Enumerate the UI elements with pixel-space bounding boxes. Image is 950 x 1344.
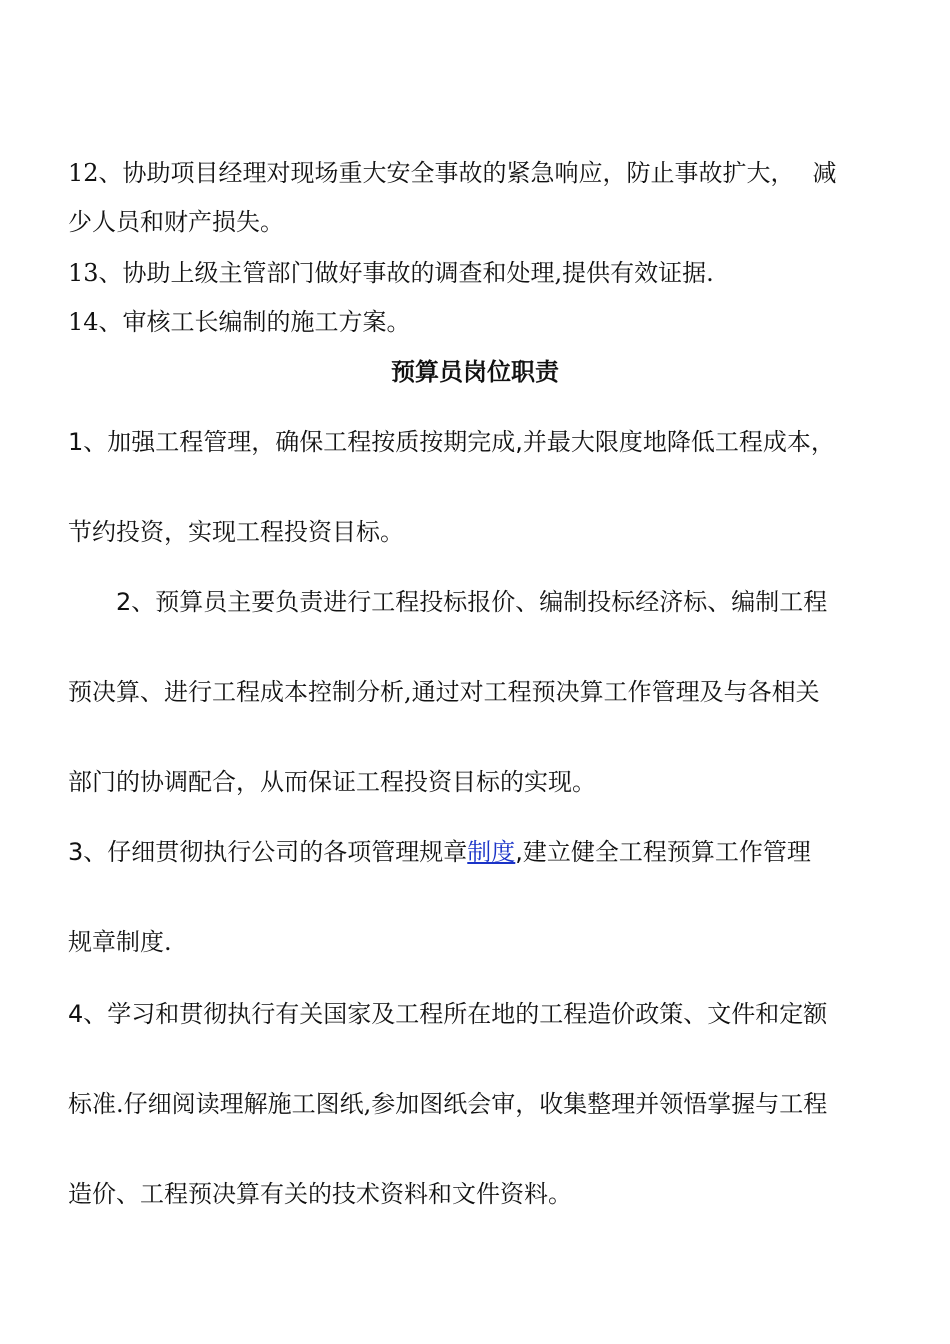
paragraph-4-line-1: 4、学习和贯彻执行有关国家及工程所在地的工程造价政策、文件和定额 — [68, 1000, 828, 1028]
paragraph-2-line-1: 2、预算员主要负责进行工程投标报价、编制投标经济标、编制工程 — [116, 588, 828, 616]
item-12-text: 12、协助项目经理对现场重大安全事故的紧急响应，防止事故扩大， — [68, 159, 795, 187]
paragraph-3-text: 3、仔细贯彻执行公司的各项管理规章 — [68, 838, 468, 866]
paragraph-4-line-2: 标准.仔细阅读理解施工图纸,参加图纸会审，收集整理并领悟掌握与工程 — [68, 1090, 828, 1118]
paragraph-4-line-3: 造价、工程预决算有关的技术资料和文件资料。 — [68, 1180, 572, 1208]
paragraph-2-line-2: 预决算、进行工程成本控制分析,通过对工程预决算工作管理及与各相关 — [68, 678, 820, 706]
item-12-line-1 — [68, 158, 837, 188]
paragraph-3-line-1 — [68, 837, 811, 867]
item-12-line-2: 少人员和财产损失。 — [68, 208, 284, 236]
item-12-text-end: 减 — [812, 159, 837, 187]
item-14: 14、审核工长编制的施工方案。 — [68, 308, 411, 336]
item-13: 13、协助上级主管部门做好事故的调查和处理,提供有效证据. — [68, 259, 714, 287]
institution-link[interactable]: 制度 — [467, 838, 516, 866]
paragraph-2-line-3: 部门的协调配合，从而保证工程投资目标的实现。 — [68, 768, 596, 796]
paragraph-3-text-after: ,建立健全工程预算工作管理 — [515, 838, 811, 866]
paragraph-1-line-2: 节约投资，实现工程投资目标。 — [68, 518, 404, 546]
paragraph-3-line-2: 规章制度. — [68, 928, 172, 956]
section-title: 预算员岗位职责 — [391, 357, 559, 386]
paragraph-1-line-1: 1、加强工程管理，确保工程按质按期完成,并最大限度地降低工程成本， — [68, 428, 835, 456]
